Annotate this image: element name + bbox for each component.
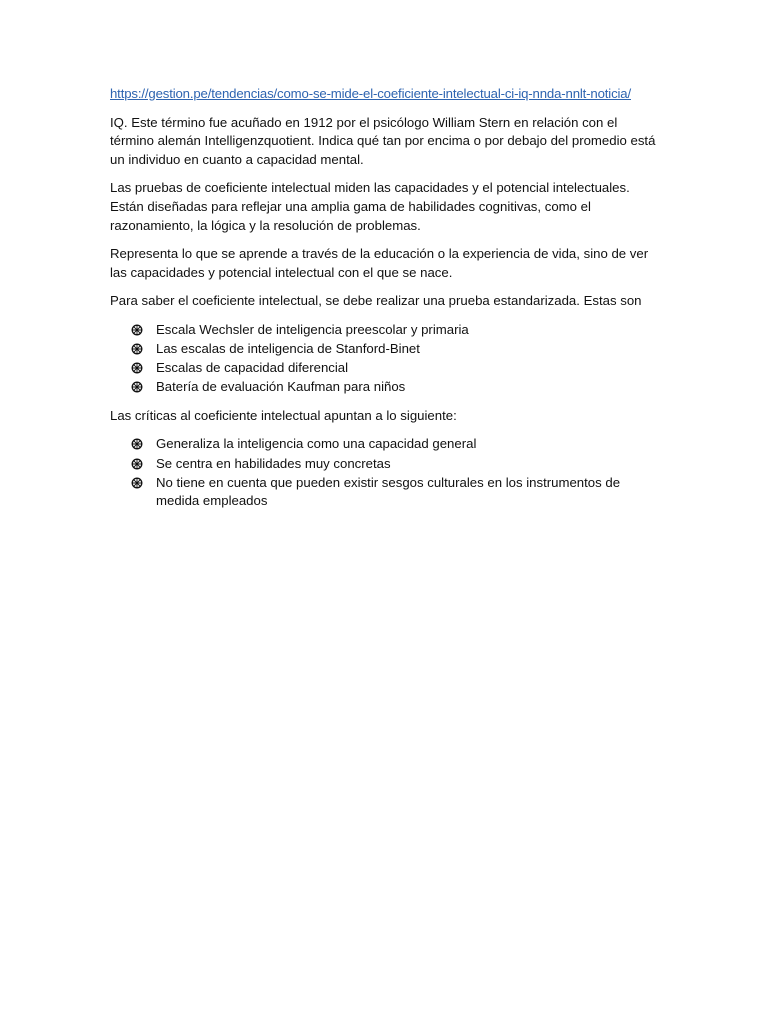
list-item [110, 378, 662, 397]
paragraph-iq-definition: IQ. Este término fue acuñado en 1912 por el psicólogo William Stern en relación con el término alemán Intelligenzquotient. Indica qué tan por encima o por debajo del promedio está un individuo en cuanto a capacidad mental. [110, 114, 656, 167]
list-item [110, 321, 662, 340]
list-item-text: Las escalas de inteligencia de Stanford-Binet [156, 341, 420, 357]
list-item [110, 435, 662, 454]
list-item [110, 359, 662, 378]
list-item-text: Batería de evaluación Kaufman para niños [156, 379, 406, 395]
paragraph-represents: Representa lo que se aprende a través de la educación o la experiencia de vida, sino de ver las capacidades y potencial intelectual con el que se nace. [110, 246, 649, 280]
list-item-text: Generaliza la inteligencia como una capacidad general [156, 436, 477, 452]
list-item-text: Escala Wechsler de inteligencia preescolar y primaria [156, 321, 469, 337]
paragraph-criticism-intro: Las críticas al coeficiente intelectual apuntan a lo siguiente: [110, 407, 457, 423]
list-item-text: Escalas de capacidad diferencial [156, 360, 349, 376]
criticism-list [110, 435, 662, 510]
wheel-bullet-icon [131, 362, 143, 374]
tests-list [110, 321, 662, 397]
paragraph-tests-purpose: Las pruebas de coeficiente intelectual miden las capacidades y el potencial intelectuales. Están diseñadas para reflejar una amplia gama de habilidades cognitivas, como el razonamiento, la lógica y la resolución de problemas. [110, 180, 630, 233]
source-link[interactable]: https://gestion.pe/tendencias/como-se-mide-el-coeficiente-intelectual-ci-iq-nnda-nnlt-noticia/ [110, 86, 631, 101]
list-item [110, 474, 662, 511]
list-item-text: Se centra en habilidades muy concretas [156, 455, 391, 471]
list-item [110, 455, 662, 474]
document-body [110, 85, 662, 521]
list-item [110, 340, 662, 359]
wheel-bullet-icon [131, 438, 143, 450]
wheel-bullet-icon [131, 324, 143, 336]
wheel-bullet-icon [131, 381, 143, 393]
paragraph-standardized-test: Para saber el coeficiente intelectual, se debe realizar una prueba estandarizada. Estas son [110, 293, 642, 309]
wheel-bullet-icon [131, 458, 143, 470]
wheel-bullet-icon [131, 477, 143, 489]
wheel-bullet-icon [131, 343, 143, 355]
list-item-text: No tiene en cuenta que pueden existir sesgos culturales en los instrumentos de medida empleados [156, 474, 621, 509]
